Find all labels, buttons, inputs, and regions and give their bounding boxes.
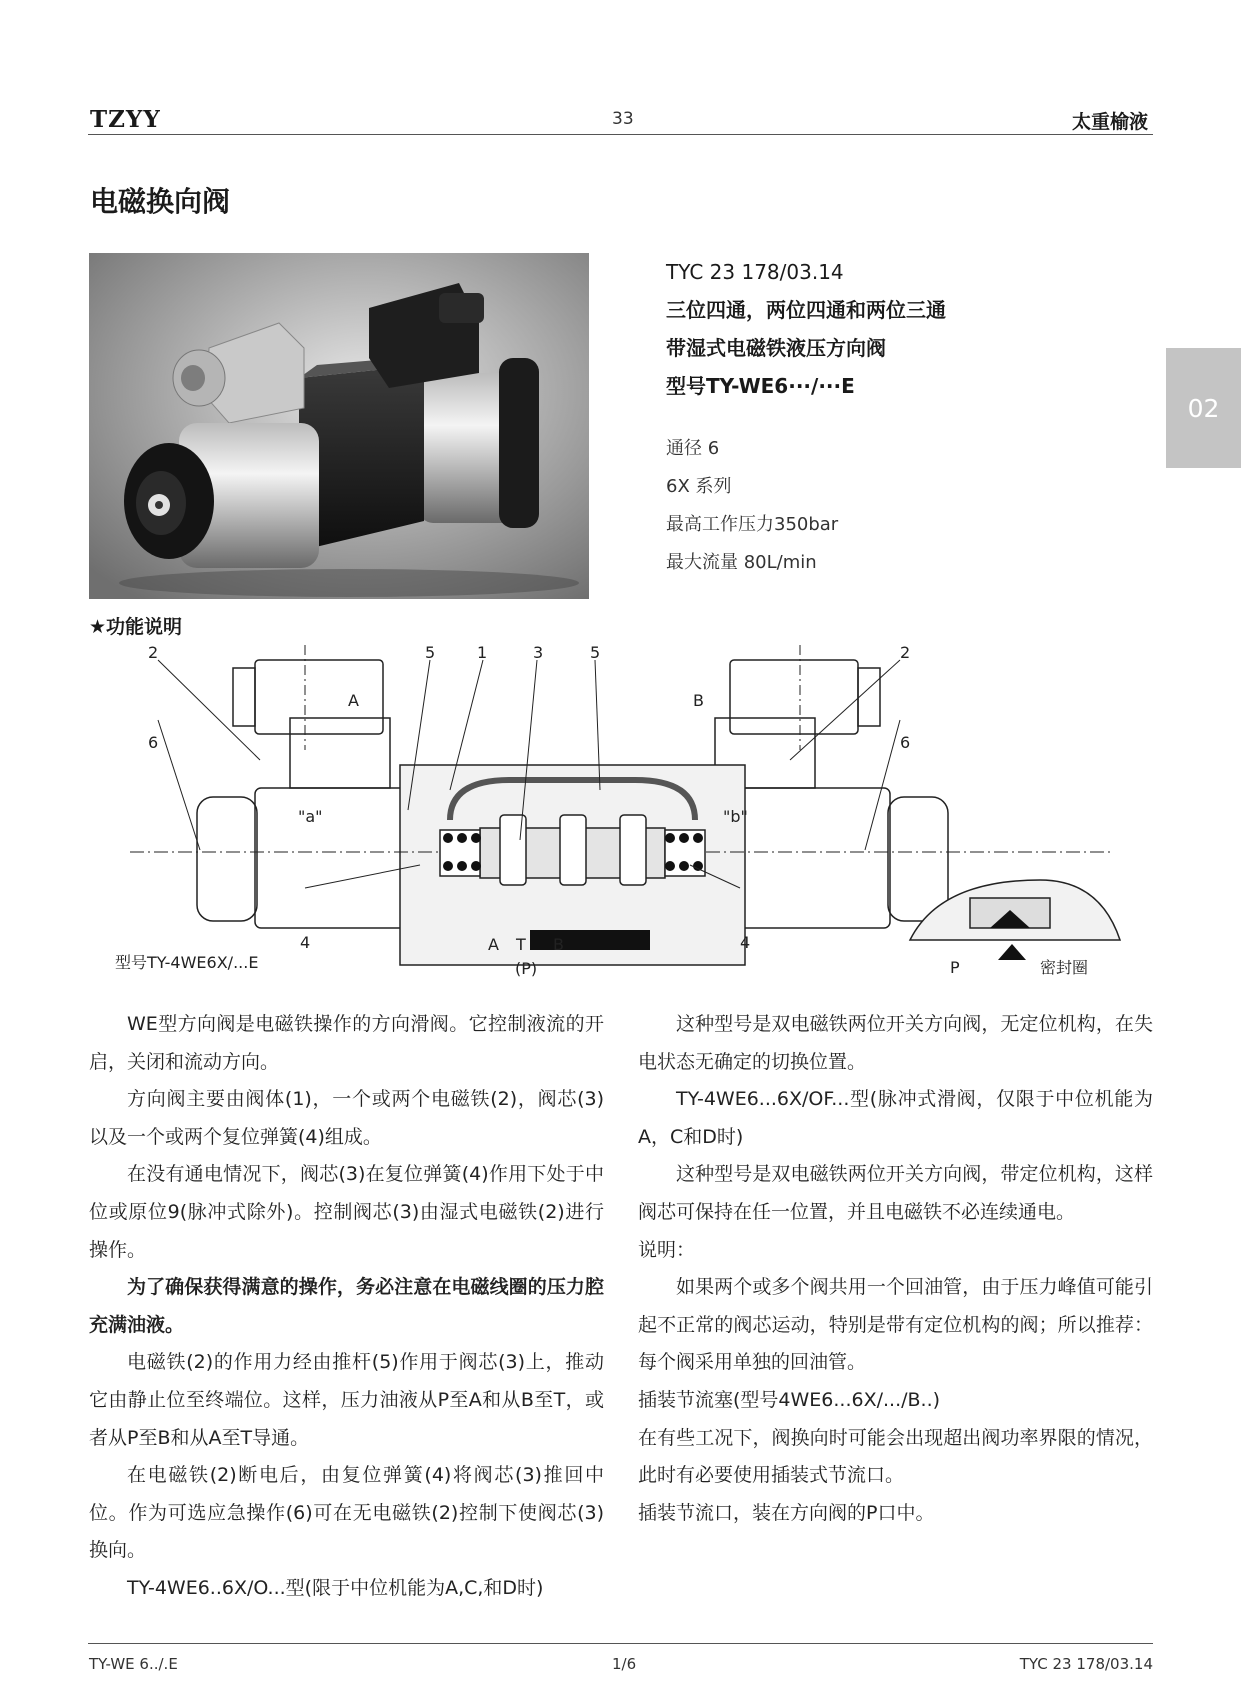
body-text-left xyxy=(89,1006,604,1608)
footer-left: TY-WE 6../.E xyxy=(89,1655,178,1673)
paragraph: 如果两个或多个阀共用一个回油管，由于压力峰值可能引起不正常的阀芯运动，特别是带有定位机构的阀；所以推荐：每个阀采用单独的回油管。 xyxy=(638,1276,1153,1374)
paragraph: 插装节流口，装在方向阀的P口中。 xyxy=(638,1501,935,1524)
paragraph: 在没有通电情况下，阀芯(3)在复位弹簧(4)作用下处于中位或原位9(脉冲式除外)。控制阀芯(3)由湿式电磁铁(2)进行操作。 xyxy=(89,1163,604,1261)
spec-item: 6X 系列 xyxy=(666,476,732,497)
header-divider xyxy=(88,134,1153,135)
callout-3: 3 xyxy=(533,643,544,662)
callout-6-right: 6 xyxy=(900,733,911,752)
side-a-label: "a" xyxy=(298,807,323,826)
paragraph: 在电磁铁(2)断电后，由复位弹簧(4)将阀芯(3)推回中位。作为可选应急操作(6)可在无电磁铁(2)控制下使阀芯(3)换向。 xyxy=(89,1464,604,1562)
footer-right: TYC 23 178/03.14 xyxy=(1019,1655,1153,1673)
callout-5-right: 5 xyxy=(590,643,601,662)
page-title: 电磁换向阀 xyxy=(90,185,231,218)
callout-6-left: 6 xyxy=(148,733,159,752)
paragraph: 说明： xyxy=(638,1238,696,1261)
doc-title-line-2: 带湿式电磁铁液压方向阀 xyxy=(666,336,886,360)
callout-4-left: 4 xyxy=(300,933,311,952)
solenoid-b-label: B xyxy=(693,691,704,710)
paragraph: 方向阀主要由阀体(1)，一个或两个电磁铁(2)，阀芯(3)以及一个或两个复位弹簧(4)组成。 xyxy=(89,1088,604,1148)
detail-port-p-label: P xyxy=(950,958,960,977)
port-b-label: B xyxy=(553,935,564,954)
paragraph: 这种型号是双电磁铁两位开关方向阀，无定位机构，在失电状态无确定的切换位置。 xyxy=(638,1013,1153,1073)
diagram-model-label: 型号TY-4WE6X/...E xyxy=(115,953,259,972)
paragraph: 在有些工况下，阀换向时可能会出现超出阀功率界限的情况，此时有必要使用插装式节流口。 xyxy=(638,1426,1153,1487)
port-a-label: A xyxy=(488,935,499,954)
valve-section-diagram xyxy=(90,640,1150,980)
solenoid-a-label: A xyxy=(348,691,359,710)
page-number: 33 xyxy=(612,109,634,129)
document-info xyxy=(666,253,946,405)
product-photo xyxy=(89,253,589,599)
paragraph-emphasis: 为了确保获得满意的操作，务必注意在电磁线圈的压力腔充满油液。 xyxy=(89,1276,604,1336)
body-text-right xyxy=(638,1006,1153,1532)
section-heading: ★功能说明 xyxy=(89,616,183,638)
spec-list xyxy=(666,430,838,582)
footer-divider xyxy=(88,1643,1153,1644)
paragraph: WE型方向阀是电磁铁操作的方向滑阀。它控制液流的开启，关闭和流动方向。 xyxy=(89,1013,604,1073)
paragraph: TY-4WE6...6X/OF...型(脉冲式滑阀，仅限于中位机能为A，C和D时) xyxy=(638,1088,1153,1148)
callout-2-right: 2 xyxy=(900,643,911,662)
port-p-label: (P) xyxy=(515,959,538,978)
section-tab: 02 xyxy=(1166,348,1241,468)
callout-1: 1 xyxy=(477,643,488,662)
spec-item: 最高工作压力350bar xyxy=(666,514,839,535)
seal-label: 密封圈 xyxy=(1040,958,1089,977)
side-b-label: "b" xyxy=(723,807,748,826)
doc-code: TYC 23 178/03.14 xyxy=(666,260,844,284)
paragraph: 电磁铁(2)的作用力经由推杆(5)作用于阀芯(3)上，推动它由静止位至终端位。这样，压力油液从P至A和从B至T，或者从P至B和从A至T导通。 xyxy=(89,1351,604,1449)
paragraph: TY-4WE6..6X/O...型(限于中位机能为A,C,和D时) xyxy=(127,1576,544,1599)
brand-logo-text: TZYY xyxy=(90,106,161,133)
doc-title-line-3: 型号TY-WE6···/···E xyxy=(666,374,855,398)
port-t-label: T xyxy=(516,935,526,954)
paragraph: 插装节流塞(型号4WE6...6X/.../B..) xyxy=(638,1388,941,1411)
doc-title-line-1: 三位四通，两位四通和两位三通 xyxy=(666,298,946,322)
footer-page: 1/6 xyxy=(612,1655,637,1673)
brand-name-cn: 太重榆液 xyxy=(1071,111,1148,133)
callout-5-left: 5 xyxy=(425,643,436,662)
spec-item: 通径 6 xyxy=(666,438,720,459)
spec-item: 最大流量 80L/min xyxy=(666,552,817,573)
callout-4-right: 4 xyxy=(740,933,751,952)
paragraph: 这种型号是双电磁铁两位开关方向阀，带定位机构，这样阀芯可保持在任一位置，并且电磁铁不必连续通电。 xyxy=(638,1163,1153,1223)
callout-2-left: 2 xyxy=(148,643,159,662)
